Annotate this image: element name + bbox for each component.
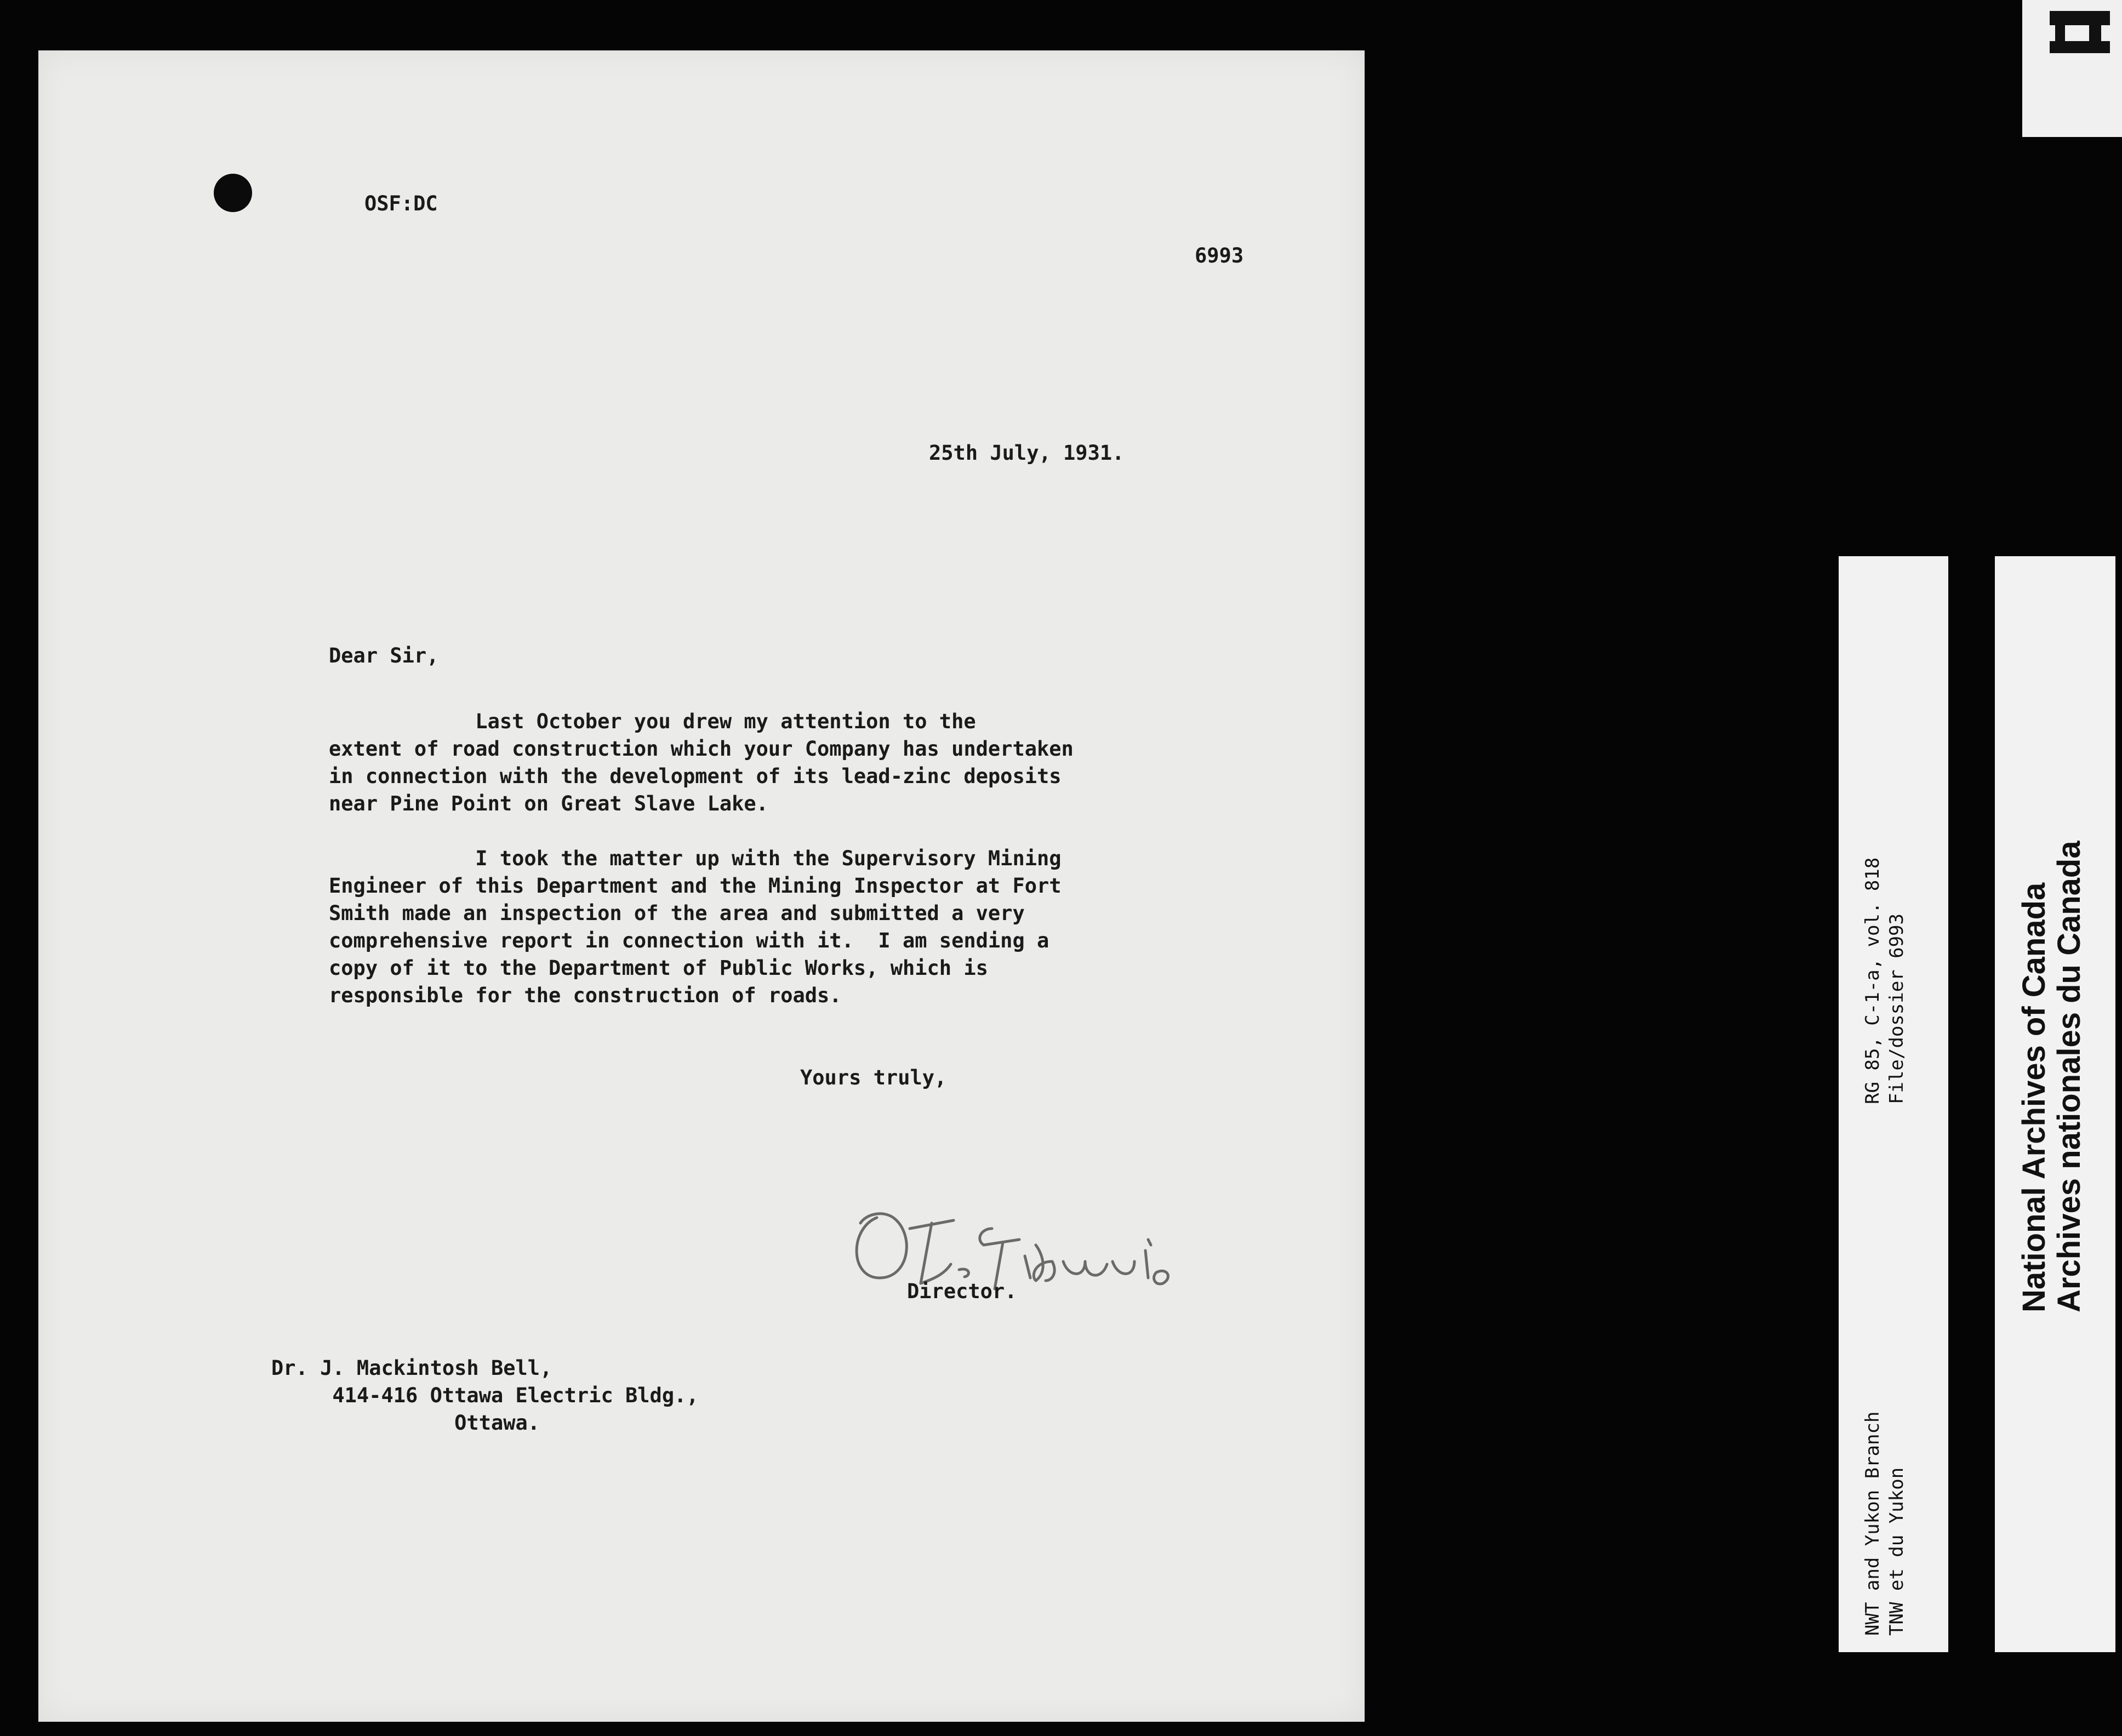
file-number: 6993 [1195, 244, 1244, 267]
archive-name-english: National Archives of Canada [2016, 882, 2052, 1312]
addressee-block: Dr. J. Mackintosh Bell, 414-416 Ottawa Electric Bldg., Ottawa. [271, 1356, 699, 1435]
archive-reference-text [1861, 858, 1909, 1104]
letter-date: 25th July, 1931. [929, 441, 1125, 465]
microfilm-marker [2022, 0, 2122, 137]
archive-file-line: File/dossier 6993 [1886, 913, 1908, 1104]
archive-branch-text [1861, 1412, 1909, 1636]
branch-line-english: NWT and Yukon Branch [1862, 1411, 1884, 1636]
letter-body: Last October you drew my attention to the extent of road construction which your Company has undertaken in connection with the development of its lead-zinc deposits near Pine Point on Great Slave Lake. I took the matter up with the Supervisory Mining Engineer of this Department and the Mining Inspector at Fort Smith made an inspection of the area and submitted a very comprehensive report in connection with it. I am sending a copy of it to the Department of Public Works, which is responsible for the construction of roads. [329, 710, 1074, 1007]
closing: Yours truly, [800, 1066, 947, 1089]
archive-name-french: Archives nationales du Canada [2051, 841, 2087, 1312]
reference-initials: OSF:DC [364, 192, 438, 215]
branch-line-french: TNW et du Yukon [1886, 1467, 1908, 1636]
archive-name-text [2017, 841, 2087, 1312]
salutation: Dear Sir, [329, 644, 439, 667]
archive-reference-line: RG 85, C-1-a, vol. 818 [1862, 857, 1884, 1104]
archive-reference-label [1839, 556, 1948, 1652]
signatory-title: Director. [907, 1280, 1017, 1303]
letter-page [38, 50, 1365, 1722]
archive-name-label [1995, 556, 2115, 1652]
punch-hole [214, 174, 252, 212]
